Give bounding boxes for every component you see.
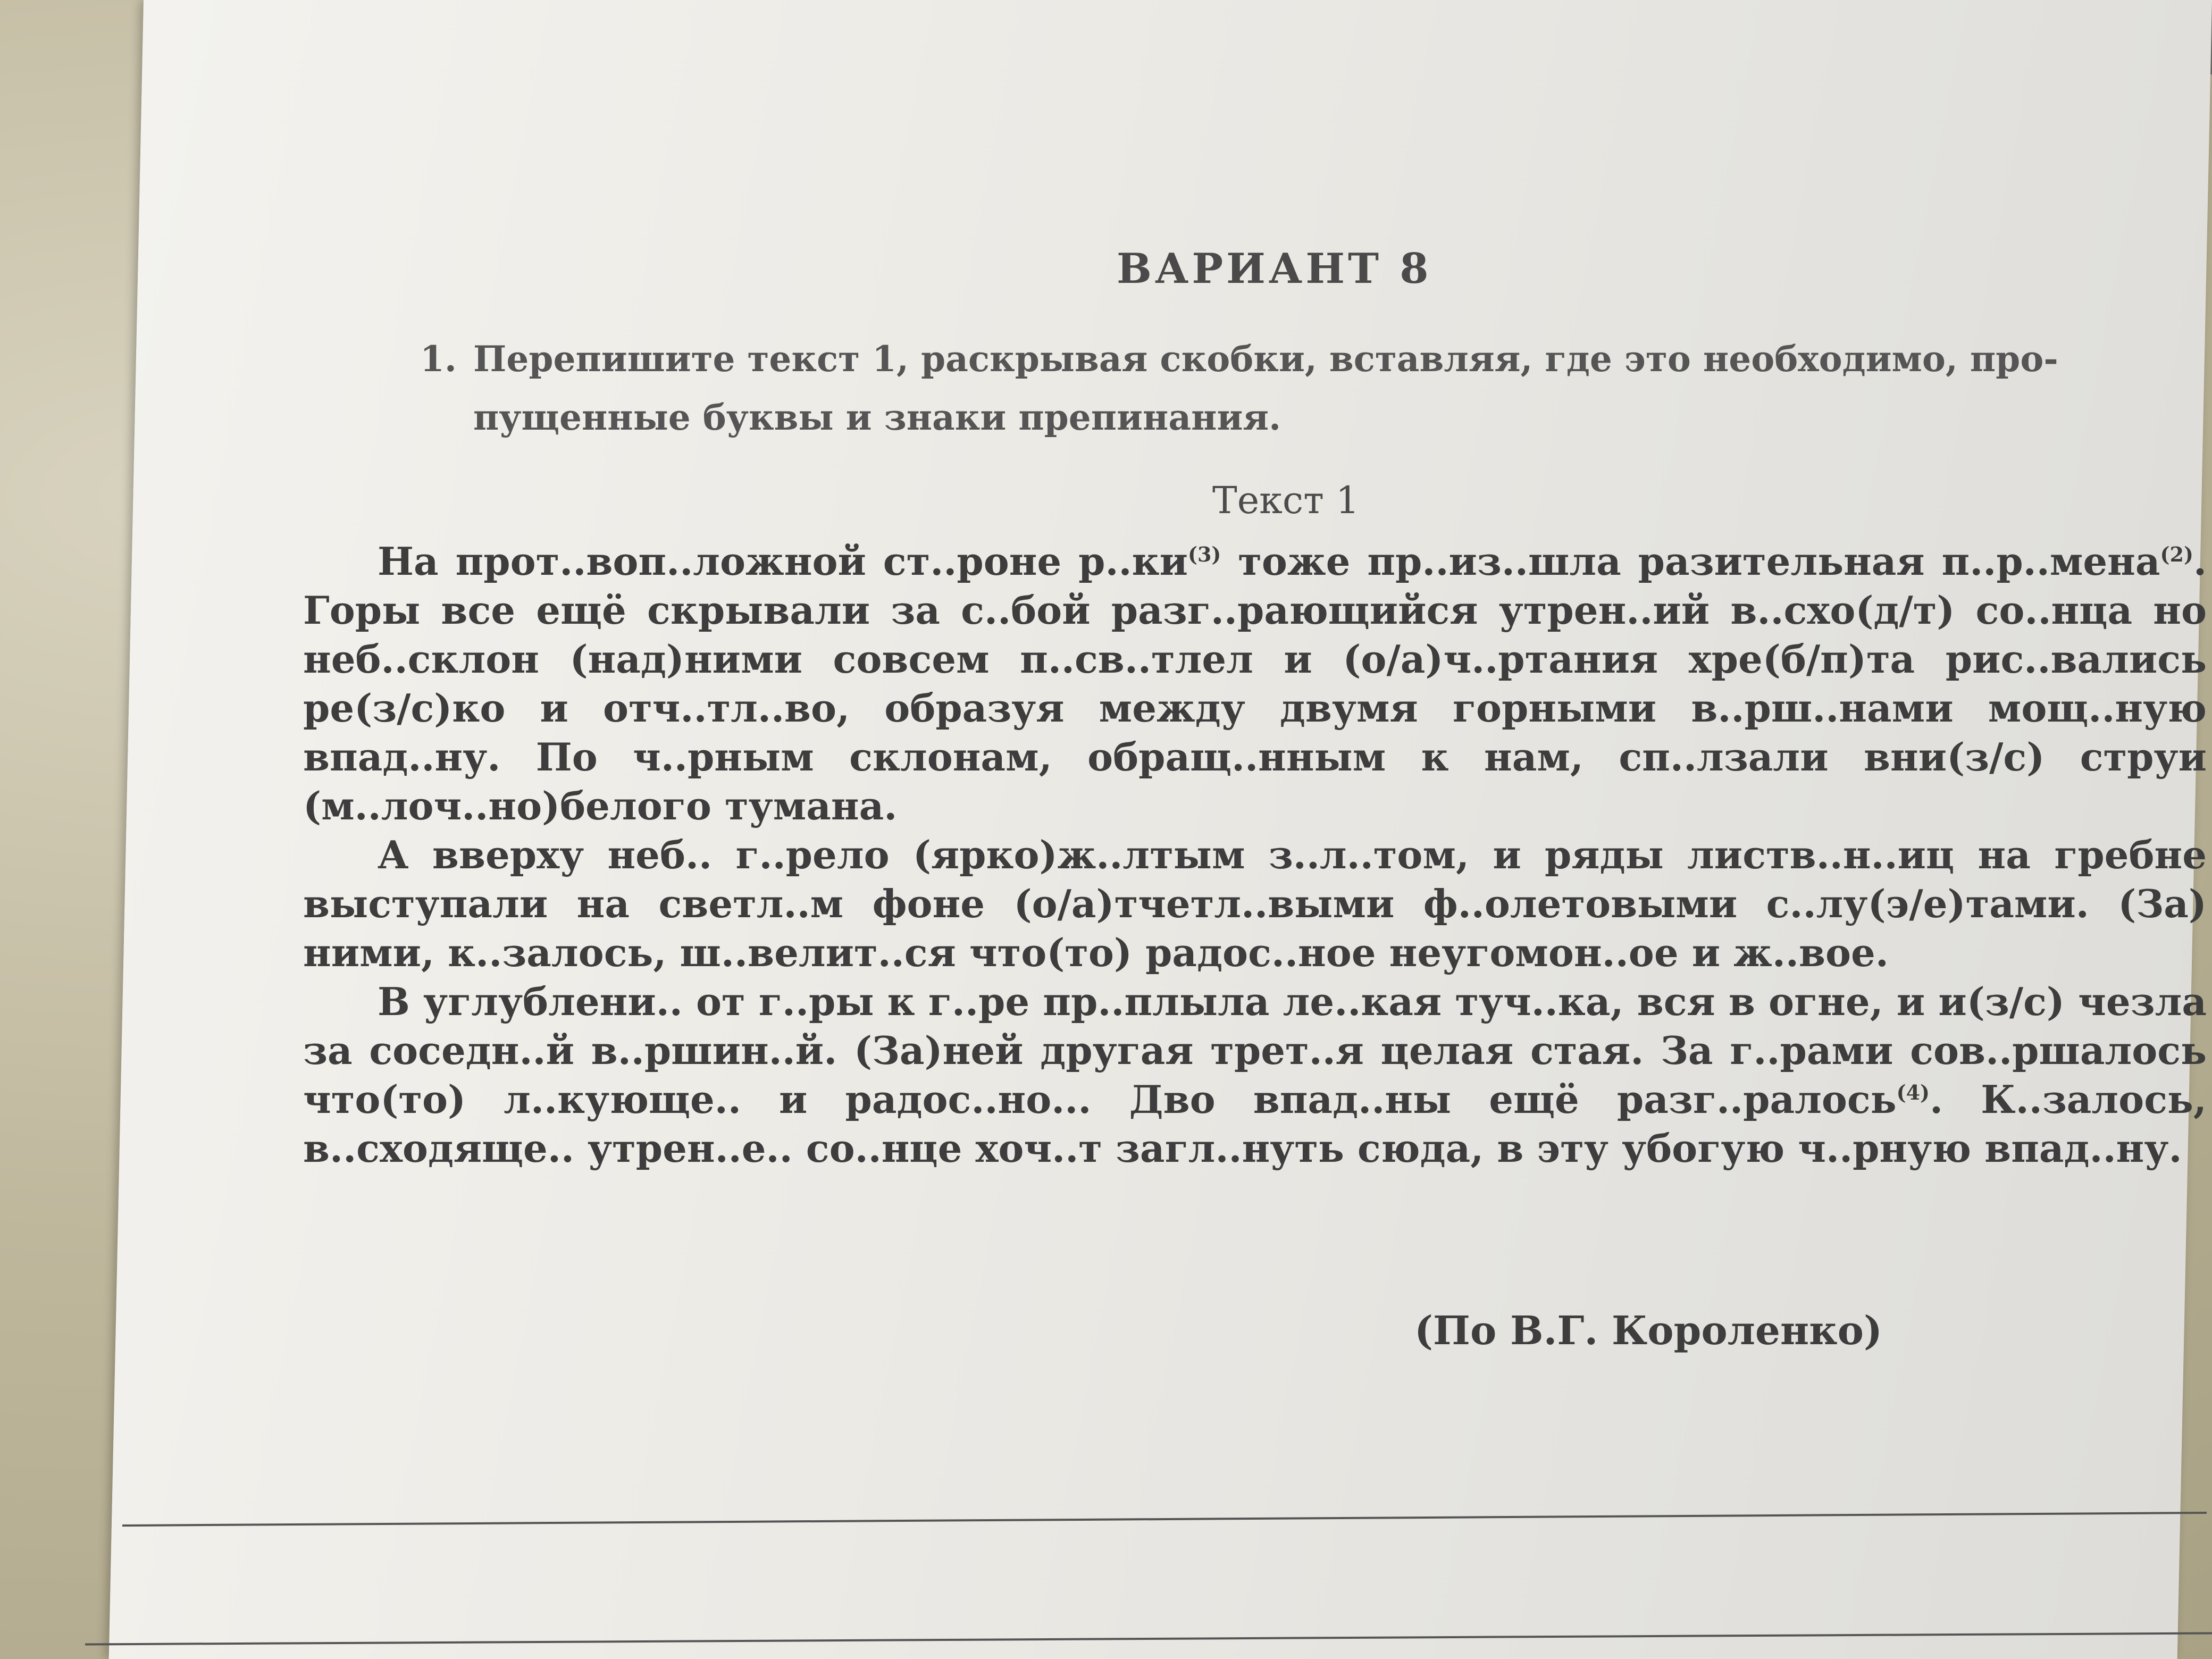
paragraph-3-part-a: В углублени.. от г..ры к г..ре пр..плыла ле..кая туч..ка, вся в огне, и и(з/с) чезла за соседн..й в..ршин..й. (За)ней другая трет..я целая стая. За г..рами сов..ршалось что(то) л..кующе.. и радос..но... Дво впад..ны ещё разг..ралось: [303, 979, 2207, 1122]
task-text-line-2: пущенные буквы и знаки препинания.: [473, 397, 1281, 438]
paragraph-1-part-c: . Горы все ещё скрывали за с..бой разг..рающийся утрен..ий в..схо(д/т) со..нца но неб..склон (над)ними совсем п..св..тлел и (о/а)ч..ртания хре(б/п)та рис..вались ре(з/с)ко и отч..тл..во, образуя между двумя горными в..рш..нами мощ..ную впад..ну. По ч..рным склонам, обращ..нным к нам, сп..лзали вни(з/с) струи (м..лоч..но)белого тумана.: [303, 539, 2207, 828]
task-text-line-1: Перепишите текст 1, раскрывая скобки, вставляя, где это необходимо, про-: [473, 338, 2058, 380]
variant-title: ВАРИАНТ 8: [1117, 245, 1432, 293]
paragraph-1-part-a: На прот..воп..ложной ст..роне р..ки: [378, 539, 1188, 584]
text-title: Текст 1: [1212, 479, 1360, 522]
paragraph-1: [303, 537, 2207, 831]
footnote-mark: (3): [1188, 542, 1221, 566]
paper-content: [144, 0, 2212, 1659]
footnote-mark: (4): [1896, 1080, 1930, 1104]
paragraph-2: А вверху неб.. г..рело (ярко)ж..лтым з..л..том, и ряды листв..н..иц на гребне выступали на светл..м фоне (о/а)тчетл..выми ф..олетовыми с..лу(э/е)тами. (За) ними, к..залось, ш..велит..ся что(то) радос..ное неугомон..ое и ж..вое.: [303, 832, 2207, 975]
paper-sheet: [109, 0, 2212, 1659]
task-number: 1.: [420, 338, 457, 380]
task-instruction: [420, 330, 2122, 447]
exercise-text: [303, 537, 2207, 1173]
task-line-1: [420, 330, 2122, 388]
footnote-mark: (2): [2160, 542, 2193, 566]
paragraph-3: [303, 977, 2207, 1173]
paragraph-1-part-b: тоже пр..из..шла разительная п..р..мена: [1221, 539, 2160, 584]
paragraph-3-part-b: . К..залось, в..сходяще.. утрен..е.. со..нце хоч..т загл..нуть сюда, в эту убогую ч..рную впад..ну.: [303, 1077, 2207, 1171]
author-attribution: (По В.Г. Короленко): [1414, 1308, 1882, 1354]
